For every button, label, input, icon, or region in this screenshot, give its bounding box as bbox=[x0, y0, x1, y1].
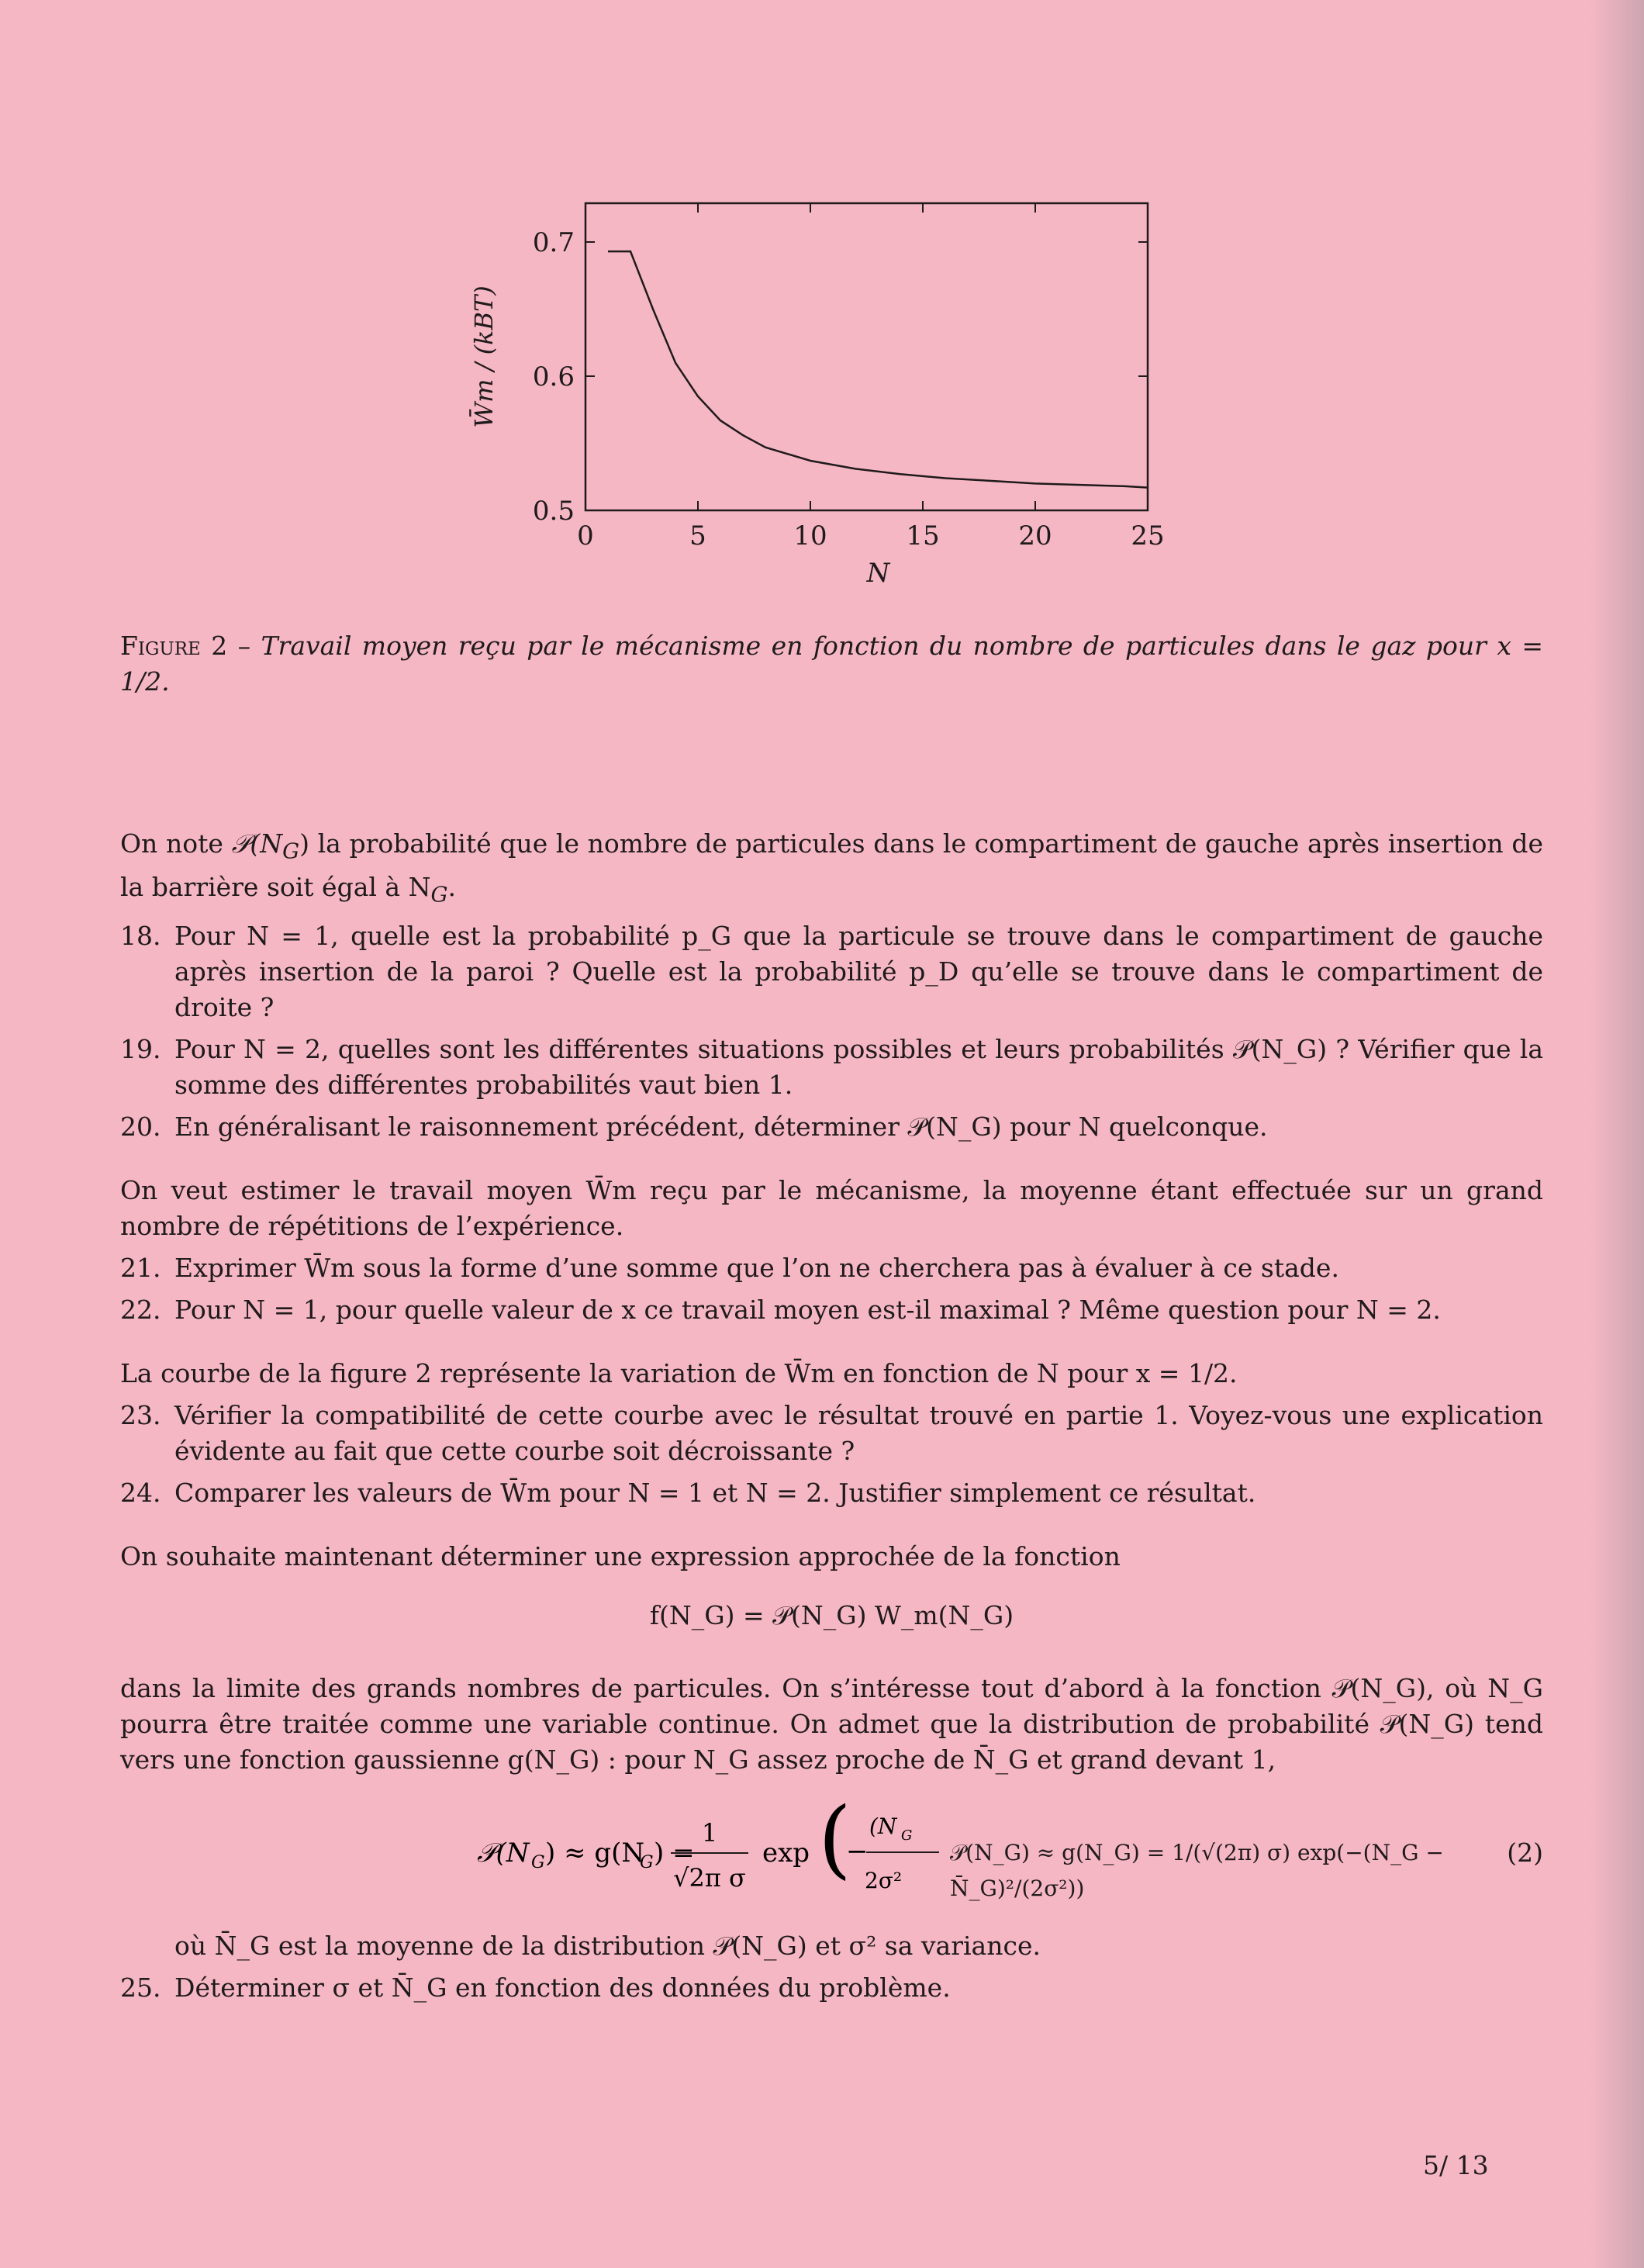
y-tick-label: 0.7 bbox=[532, 227, 575, 258]
x-axis-label: N bbox=[866, 558, 890, 589]
y-tick-label: 0.6 bbox=[532, 361, 575, 392]
svg-text:G: G bbox=[640, 1853, 654, 1873]
caption-text: Travail moyen reçu par le mécanisme en fonction du nombre de particules dans le gaz pour x = 1/2. bbox=[120, 631, 1543, 697]
question-23: 23. Vérifier la compatibilité de cette courbe avec le résultat trouvé en partie 1. Voyez-vous une explication évidente au fait que cette courbe soit décroissante ? bbox=[120, 1400, 1543, 1467]
question-24: 24. Comparer les valeurs de W̄m pour N = 1 et N = 2. Justifier simplement ce résultat. bbox=[120, 1478, 1256, 1509]
x-tick-label: 0 bbox=[577, 520, 594, 551]
question-22: 22. Pour N = 1, pour quelle valeur de x ce travail moyen est-il maximal ? Même question pour N = 2. bbox=[120, 1295, 1441, 1326]
note-moyenne: où N̄_G est la moyenne de la distribution 𝒫(N_G) et σ² sa variance. bbox=[174, 1931, 1041, 1962]
paragraph-expression: On souhaite maintenant déterminer une expression approchée de la fonction bbox=[120, 1541, 1121, 1572]
svg-text:1: 1 bbox=[701, 1818, 718, 1848]
equation-2 bbox=[120, 1790, 1543, 1914]
gaussian-formula-text: 𝒫(N_G) ≈ g(N_G) = 1/(√(2π) σ) exp(−(N_G − N̄_G)²/(2σ²)) bbox=[950, 1840, 1444, 1902]
figure-2 bbox=[120, 186, 1543, 652]
series-line bbox=[608, 251, 1148, 487]
page-number: 5/ 13 bbox=[1423, 2150, 1489, 2180]
caption-label: Figure 2 – bbox=[120, 631, 261, 661]
intro-paragraph: On note $𝒫(N_G)$ la probabilité que le nombre de particules dans le compartiment de gauche après insertion de la barrière soit égal à $N_G$. bbox=[120, 828, 1544, 908]
svg-text:(N: (N bbox=[869, 1813, 897, 1840]
equation-f: f(N_G) = 𝒫(N_G) W_m(N_G) bbox=[649, 1600, 1014, 1631]
equation-number: (2) bbox=[1507, 1838, 1543, 1869]
svg-text:𝒫(N: 𝒫(N bbox=[477, 1838, 530, 1869]
svg-text:−: − bbox=[846, 1836, 869, 1868]
svg-text:√2π σ: √2π σ bbox=[673, 1863, 746, 1893]
paragraph-courbe: La courbe de la figure 2 représente la variation de W̄m en fonction de N pour x = 1/2. bbox=[120, 1358, 1238, 1389]
gaussian-formula bbox=[477, 1790, 942, 1914]
svg-text:G: G bbox=[901, 1827, 913, 1844]
plot-frame bbox=[585, 203, 1148, 510]
paragraph-limite: dans la limite des grands nombres de particules. On s’intéresse tout d’abord à la fonction 𝒫(N_G), où N_G pourra être traitée comme une variable continue. On admet que la distribution de probabilité 𝒫(N_G) tend vers une fonction gaussienne g(N_G) : pour N_G assez proche de N̄_G et grand devant 1, bbox=[120, 1673, 1543, 1775]
y-axis-label: W̄m / (kBT) bbox=[469, 285, 499, 428]
x-tick-label: 5 bbox=[689, 520, 706, 551]
question-19: 19. Pour N = 2, quelles sont les différentes situations possibles et leurs probabilités 𝒫(N_G) ? Vérifier que la somme des différentes probabilités vaut bien 1. bbox=[120, 1034, 1543, 1101]
page-edge-shadow bbox=[1590, 0, 1644, 2268]
y-tick-label: 0.5 bbox=[532, 496, 575, 527]
svg-text:(: ( bbox=[818, 1790, 851, 1889]
x-tick-label: 15 bbox=[906, 520, 940, 551]
paragraph-travail-moyen: On veut estimer le travail moyen W̄m reçu par le mécanisme, la moyenne étant effectuée sur un grand nombre de répétitions de l’expérience. bbox=[120, 1175, 1543, 1242]
chart-svg bbox=[120, 186, 1543, 621]
document-page bbox=[120, 0, 1543, 2268]
figure-caption bbox=[120, 628, 1543, 700]
svg-text:G: G bbox=[531, 1853, 545, 1873]
x-tick-label: 20 bbox=[1018, 520, 1052, 551]
text-body bbox=[120, 826, 1543, 2006]
question-21: 21. Exprimer W̄m sous la forme d’une somme que l’on ne cherchera pas à évaluer à ce stade. bbox=[120, 1253, 1339, 1284]
x-tick-label: 10 bbox=[793, 520, 827, 551]
question-25: 25. Déterminer σ et N̄_G en fonction des données du problème. bbox=[120, 1972, 951, 2004]
svg-text:2σ²: 2σ² bbox=[865, 1868, 903, 1894]
question-18: 18. Pour N = 1, quelle est la probabilité p_G que la particule se trouve dans le compartiment de gauche après insertion de la paroi ? Quelle est la probabilité p_D qu’elle se trouve dans le compartiment de droite ? bbox=[120, 921, 1543, 1023]
svg-text:) ≈ g(N: ) ≈ g(N bbox=[545, 1838, 645, 1869]
svg-text:exp: exp bbox=[762, 1838, 810, 1869]
question-20: 20. En généralisant le raisonnement précédent, déterminer 𝒫(N_G) pour N quelconque. bbox=[120, 1112, 1268, 1143]
svg-text:) =: ) = bbox=[654, 1838, 695, 1869]
x-tick-label: 25 bbox=[1131, 520, 1165, 551]
